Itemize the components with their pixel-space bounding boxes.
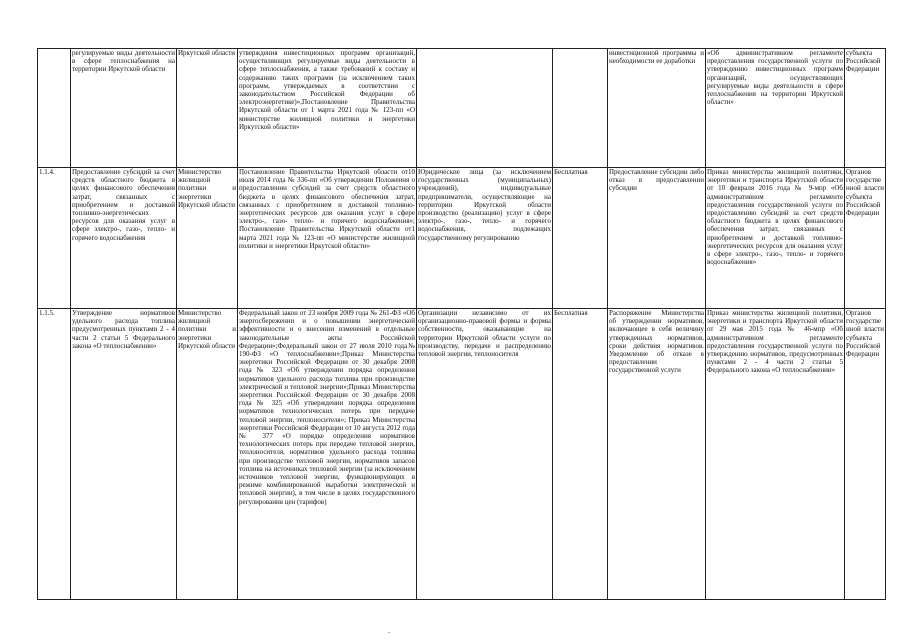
legal-basis: Постановление Правительства Иркутской области от10 июля 2014 года № 336-пп «Об утверждении Положения о предоставлении субсидий за счет средств областного бюджета в целях финансового обеспечения затрат, связанных с приобретением и доставкой топливно-энергетических ресурсов для оказания услуг в сфере электро-, газо- тепло- и горячего водоснабжения»; Постановление Правительства Иркутской области от1 марта 2021 года № 123-пп «О министерстве жилищной политики и энергетики Иркутской области» — [238, 168, 417, 309]
responsible-authority: Министерство жилищной политики и энергетики Иркутской области — [177, 309, 238, 600]
legal-basis: Федеральный закон от 23 ноября 2009 года № 261-ФЗ «Об энергосбережении и о повышении энергетической эффективности и о внесении изменений в отдельные законодательные акты Российской Федерации»;Федеральный закон от 27 июля 2010 года№ 190-ФЗ «О теплоснабжении»;Приказ Министерства энергетики Российской Федерации от 30 декабря 2008 года № 323 «Об утверждении порядка определения нормативов удельного расхода топлива при производстве электрической и тепловой энергии»;Приказ Министерства энергетики Российской Федерации от 30 декабря 2008 года № 325 «Об утверждении порядка определения нормативов технологических потерь при передаче тепловой энергии, теплоносителя»; Приказ Министерства энергетики Российской Федерации от 10 августа 2012 года № 377 «О порядке определения нормативов технологических потерь при передаче тепловой энергии, теплоносителя, нормативов удельного расхода топлива при производстве тепловой энергии, нормативов запасов топлива на источниках тепловой энергии (за исключением источников тепловой энергии, функционирующих в режиме комбинированной выработки электрической и тепловой энергии), в том числе в целях государственного регулирования цен (тарифов) — [238, 309, 417, 600]
responsible-authority: Министерство жилищной политики и энергетики Иркутской области — [177, 168, 238, 309]
applicants: Организации независимо от их организационно-правовой формы и формы собственности, оказывающие на территории Иркутской области услуги по производству, передаче и распределению тепловой энергии, теплоносителя — [417, 309, 553, 600]
services-table — [37, 48, 886, 600]
service-name: Предоставление субсидий за счет средств областного бюджета в целях финансового обеспечения затрат, связанных с приобретением и доставкой топливно-энергетических ресурсов для оказания услуг в сфере электро-, газо-, тепло- и горячего водоснабжения — [71, 168, 177, 309]
service-name: Утверждение нормативов удельного расхода топлива предусмотренных пунктами 2 - 4 части 2 статьи 5 Федерального закона «О теплоснабжении» — [71, 309, 177, 600]
fee: Бесплатная — [553, 309, 608, 600]
row-number: 1.1.4. — [38, 168, 71, 309]
fee — [553, 49, 608, 168]
row-number: 1.1.5. — [38, 309, 71, 600]
result: инвестиционной программы и необходимости ее доработки — [608, 49, 706, 168]
table-row — [38, 168, 886, 309]
table-row — [38, 309, 886, 600]
responsible-authority: Иркутской области — [177, 49, 238, 168]
applicants — [417, 49, 553, 168]
result: Предоставление субсидии либо отказ в предоставлении субсидии — [608, 168, 706, 309]
scan-artifact — [388, 632, 390, 633]
authority-level: субъекта Российской Федерации — [845, 49, 886, 168]
service-name: регулируемые виды деятельности в сфере теплоснабжения на территории Иркутской области — [71, 49, 177, 168]
legal-basis: утверждения инвестиционных программ организаций, осуществляющих регулируемые виды деятельности в сфере теплоснабжения, а также требований к составу и содержанию таких программ (за исключением таких программ, утверждаемых в соответствии с законодательством Российской Федерации об электроэнергетике)»,Постановление Правительства Иркутской области от 1 марта 2021 года № 123-пп «О министерстве жилищной политики и энергетики Иркутской области» — [238, 49, 417, 168]
row-number — [38, 49, 71, 168]
applicants: Юридические лица (за исключением государственных (муниципальных) учреждений), индивидуальные предприниматели, осуществляющие на территории Иркутской области производство (реализацию) услуг в сфере электро-, газо-, тепло- и горячего водоснабжения, подлежащих государственному регулированию — [417, 168, 553, 309]
regulation: Приказ министерства жилищной политики, энергетики и транспорта Иркутской области от 10 февраля 2016 года № 9-мпр «Об административном регламенте предоставления государственной услуги по предоставлению субсидий за счет средств областного бюджета в целях финансового обеспечения затрат, связанных с приобретением и доставкой топливно-энергетических ресурсов для оказания услуг в сфере электро-, газо-, тепло- и горячего водоснабжения» — [706, 168, 845, 309]
fee: Бесплатная — [553, 168, 608, 309]
authority-level: Органов государственной власти субъекта Российской Федерации — [845, 168, 886, 309]
regulation: Приказ министерства жилищной политики, энергетики и транспорта Иркутской области от 29 мая 2015 года № 46-мпр «Об административном регламенте предоставления государственной услуги по утверждению нормативов, предусмотренных пунктами 2 - 4 части 2 статьи 5 Федерального закона «О теплоснабжении» — [706, 309, 845, 600]
result: Распоряжение Министерства об утверждении нормативов, включающее в себя величину утвержденных нормативов, сроки действия нормативов. Уведомление об отказе в предоставлении государственной услуги — [608, 309, 706, 600]
table-row — [38, 49, 886, 168]
authority-level: Органов государственной власти субъекта Российской Федерации — [845, 309, 886, 600]
regulation: «Об административном регламенте предоставления государственной услуги по утверждению инвестиционных программ организаций, осуществляющих регулируемые виды деятельности в сфере теплоснабжения на территории Иркутской области» — [706, 49, 845, 168]
